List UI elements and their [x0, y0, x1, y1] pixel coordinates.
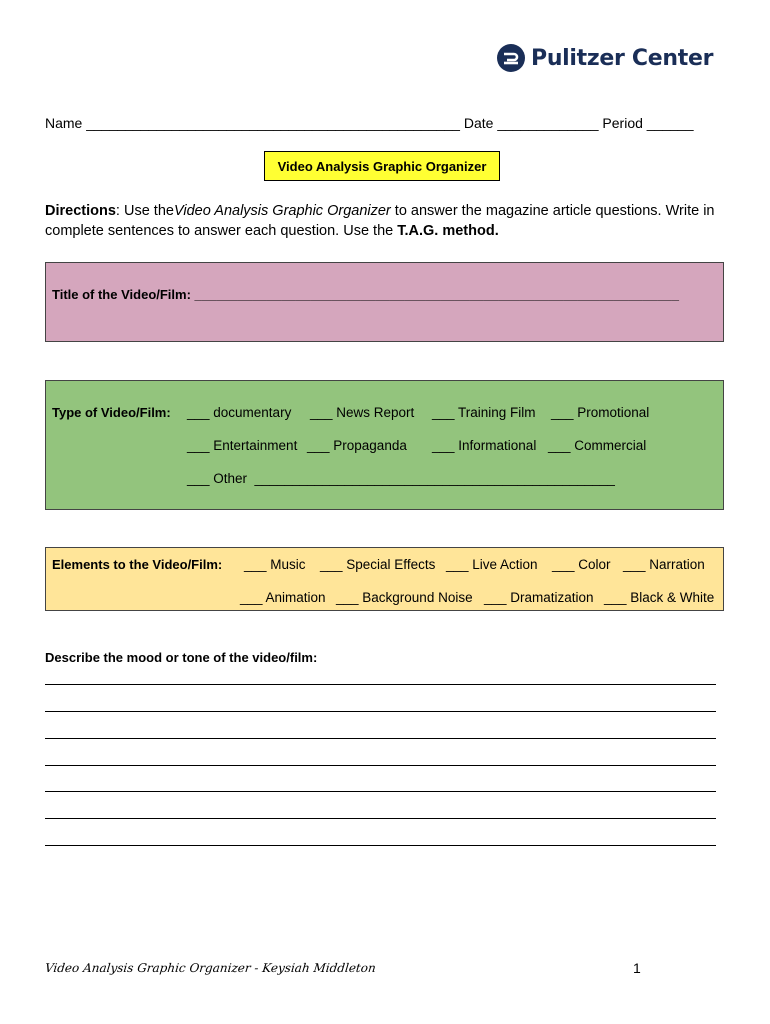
option-music[interactable]: ___ Music [244, 557, 306, 572]
option-propaganda[interactable]: ___ Propaganda [307, 438, 407, 453]
option-commercial[interactable]: ___ Commercial [548, 438, 647, 453]
option-promotional[interactable]: ___ Promotional [551, 405, 650, 420]
answer-line-3[interactable] [45, 738, 716, 739]
elements-section [45, 547, 724, 611]
option-training-film[interactable]: ___ Training Film [432, 405, 536, 420]
logo-text: Pulitzer Center [531, 45, 714, 71]
directions-text-2: to answer the magazine article questions. Write in complete sentences to answer each question. Use the [45, 203, 715, 239]
option-black-white[interactable]: ___ Black & White [604, 590, 715, 605]
directions-method: T.A.G. method. [397, 223, 499, 239]
option-other[interactable]: ___ Other ________________________________________________ [187, 471, 615, 486]
answer-line-7[interactable] [45, 845, 716, 846]
option-news-report[interactable]: ___ News Report [310, 405, 415, 420]
option-narration[interactable]: ___ Narration [623, 557, 705, 572]
footer-caption: Video Analysis Graphic Organizer - Keysiah Middleton [44, 961, 377, 975]
option-live-action[interactable]: ___ Live Action [446, 557, 538, 572]
option-color[interactable]: ___ Color [552, 557, 611, 572]
option-special-effects[interactable]: ___ Special Effects [320, 557, 436, 572]
page-number: 1 [633, 960, 641, 976]
directions-label: Directions [45, 203, 116, 219]
option-animation[interactable]: ___ Animation [240, 590, 326, 605]
directions-text-1: : Use the [115, 203, 174, 219]
answer-line-4[interactable] [45, 765, 716, 766]
answer-line-1[interactable] [45, 684, 716, 685]
student-info-line: Name ________________________________________________ Date _____________ Period ______ [45, 115, 694, 131]
type-label: Type of Video/Film: [52, 405, 171, 420]
title-section [45, 262, 724, 342]
option-informational[interactable]: ___ Informational [432, 438, 537, 453]
answer-line-6[interactable] [45, 818, 716, 819]
answer-line-2[interactable] [45, 711, 716, 712]
option-documentary[interactable]: ___ documentary [187, 405, 292, 420]
directions-italic: Video Analysis Graphic Organizer [173, 203, 391, 219]
option-dramatization[interactable]: ___ Dramatization [484, 590, 594, 605]
option-background-noise[interactable]: ___ Background Noise [336, 590, 473, 605]
type-section [45, 380, 724, 510]
answer-line-5[interactable] [45, 791, 716, 792]
mood-label: Describe the mood or tone of the video/film: [45, 650, 318, 665]
directions [45, 201, 730, 241]
title-field[interactable]: Title of the Video/Film: ___________________________________________________________________ [52, 287, 679, 302]
elements-label: Elements to the Video/Film: [52, 557, 223, 572]
worksheet-title: Video Analysis Graphic Organizer [264, 151, 500, 181]
option-entertainment[interactable]: ___ Entertainment [187, 438, 298, 453]
pulitzer-logo [497, 44, 713, 72]
pulitzer-logo-icon [497, 44, 525, 72]
